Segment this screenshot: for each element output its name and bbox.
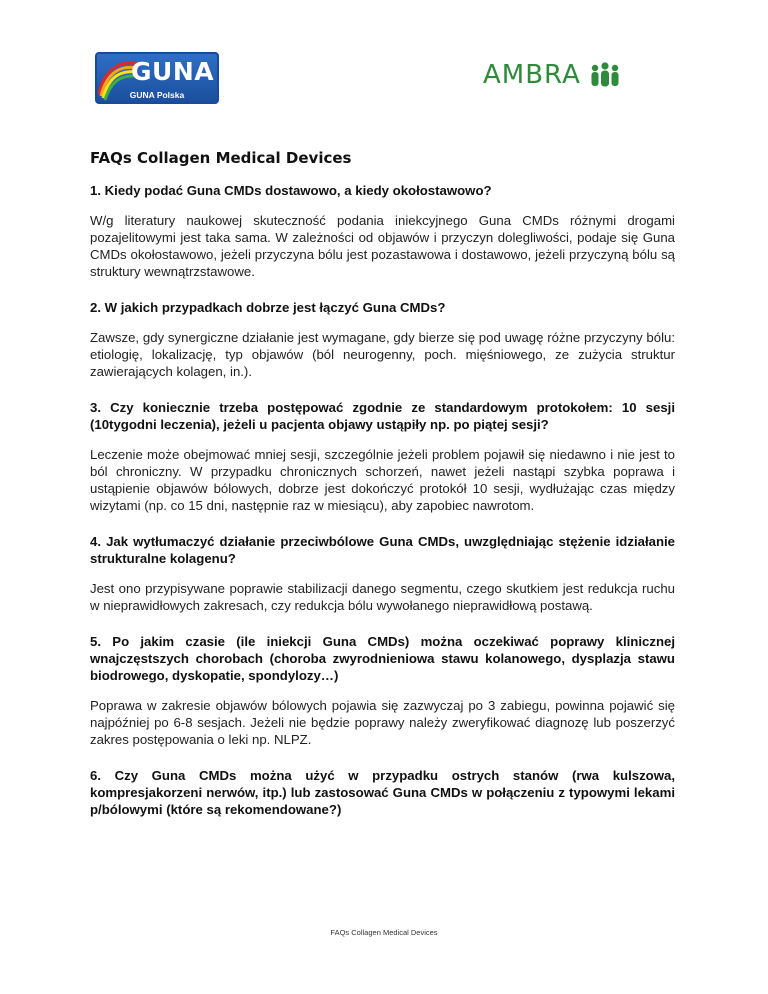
faq-answer-1: W/g literatury naukowej skuteczność podania iniekcyjnego Guna CMDs różnymi drogami pozajelitowymi jest taka sama. W zależności od objawów i przyczyn dolegliwości, podaje się Guna CMDs okołostawowo, jeżeli przyczyna bólu jest pozastawowa i dostawowo, jeżeli przyczyną bólu są struktury wewnątrzstawowe. (90, 213, 675, 279)
faq-question-1: 1. Kiedy podać Guna CMDs dostawowo, a kiedy okołostawowo? (90, 183, 492, 198)
ambra-logo-word: AMBRA (483, 60, 581, 90)
guna-logo (95, 52, 219, 104)
page-footer: FAQs Collagen Medical Devices (330, 928, 438, 937)
guna-logo-subtitle: GUNA Polska (129, 90, 185, 100)
faq-answer-2: Zawsze, gdy synergiczne działanie jest wymagane, gdy bierze się pod uwagę różne przyczyny bólu: etiologię, lokalizację, typ objawów (ból neurogenny, poch. mięśniowego, ze zużycia struktur zawierających kolagen, in.). (90, 330, 675, 379)
faq-question-6: 6. Czy Guna CMDs można użyć w przypadku ostrych stanów (rwa kulszowa, kompresjakorzeni nerwów, itp.) lub zastosować Guna CMDs w połączeniu z typowymi lekami p/bólowymi (które są rekomendowane?) (90, 768, 675, 817)
faq-answer-5: Poprawa w zakresie objawów bólowych pojawia się zazwyczaj po 3 zabiegu, powinna pojawić się najpóźniej po 6-8 sesjach. Jeżeli nie będzie poprawy należy zweryfikować diagnozę lub poszerzyć zakres postępowania o leki np. NLPZ. (90, 698, 675, 747)
document-body (90, 148, 675, 831)
faq-question-4: 4. Jak wytłumaczyć działanie przeciwbólowe Guna CMDs, uwzględniając stężenie idziałanie strukturalne kolagenu? (90, 534, 675, 566)
faq-answer-3: Leczenie może obejmować mniej sesji, szczególnie jeżeli problem pojawił się niedawno i nie jest to ból chroniczny. W przypadku chronicznych schorzeń, nawet jeżeli nastąpi szybka poprawa i ustąpienie objawów bólowych, dobrze jest dokończyć protokół 10 sesji, wydłużając czas między wizytami (np. co 15 dni, następnie raz w miesiącu), aby zapobiec nawrotom. (90, 447, 675, 513)
guna-logo-word: GUNA (131, 57, 215, 86)
faq-question-5: 5. Po jakim czasie (ile iniekcji Guna CMDs) można oczekiwać poprawy klinicznej wnajczęstszych chorobach (choroba zwyrodnieniowa stawu kolanowego, dysplazja stawu biodrowego, dyskopatie, spondylozy…) (90, 634, 675, 683)
faq-question-2: 2. W jakich przypadkach dobrze jest łączyć Guna CMDs? (90, 300, 446, 315)
document-title: FAQs Collagen Medical Devices (90, 149, 352, 167)
people-group-icon (587, 62, 623, 88)
faq-question-3: 3. Czy koniecznie trzeba postępować zgodnie ze standardowym protokołem: 10 sesji (10tygodni leczenia), jeżeli u pacjenta objawy ustąpiły np. po piątej sesji? (90, 400, 675, 432)
ambra-logo (483, 60, 623, 90)
faq-answer-4: Jest ono przypisywane poprawie stabilizacji danego segmentu, czego skutkiem jest redukcja ruchu w nieprawidłowych zakresach, czy redukcja bólu wywołanego nieprawidłową postawą. (90, 581, 675, 613)
